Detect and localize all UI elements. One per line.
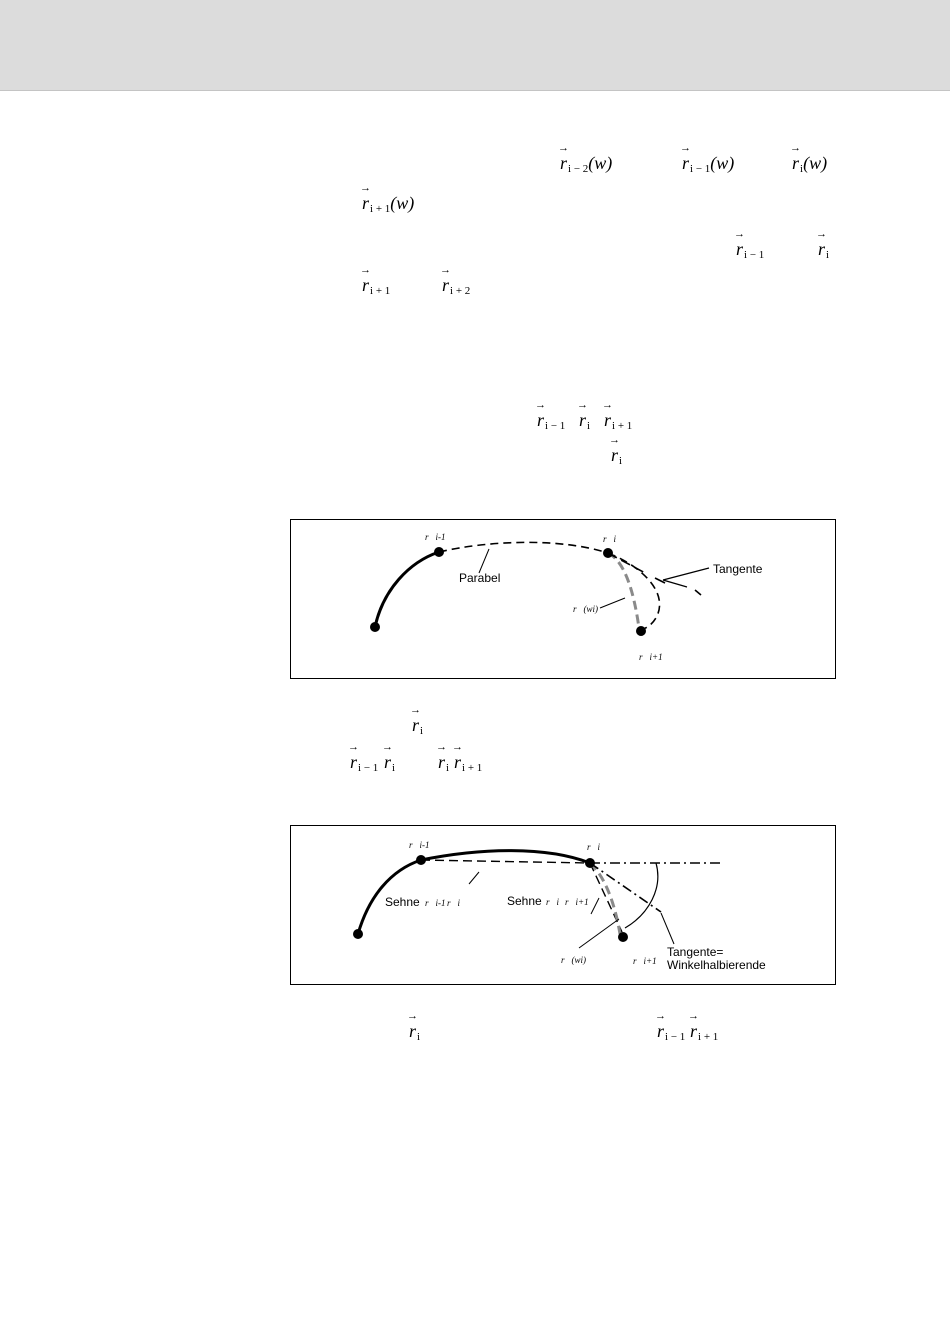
label-point-r-i-minus-1: r⃗i-1 [409, 840, 430, 850]
interp-pointer-line [600, 598, 625, 608]
figure-parabola-svg [291, 520, 837, 680]
label-sehne-1: Sehne [385, 895, 420, 909]
point-r-i-plus-1 [636, 626, 646, 636]
label-point-r-i-plus-1: r⃗i+1 [633, 956, 657, 966]
sehne2-pointer-line [591, 898, 599, 914]
formula-r-i-plus-1: → $r_{i + 1}$ [362, 276, 390, 297]
label-sehne2-a: r⃗i [546, 897, 560, 907]
tangent-bisector-line [590, 863, 661, 912]
label-parabel: Parabel [459, 571, 501, 585]
formula-r-i: → $r_i$ [579, 411, 590, 432]
formula-r-i-plus-1: → $r_{i + 1}$ [604, 411, 632, 432]
formula-r-i-plus-1-w: → $r_{i + 1}(w)$ [362, 194, 414, 215]
chord-r-i-r-i-plus-1 [590, 863, 622, 932]
angle-arc [625, 863, 658, 928]
point-r-i-minus-1 [416, 855, 426, 865]
formula-r-i-minus-1: → $r_{i - 1}$ [736, 240, 764, 261]
label-tangente-line1: Tangente= [667, 945, 724, 959]
interpolated-curve-gray [608, 553, 639, 628]
formula-r-i-plus-1: → $r_{i + 1}$ [454, 753, 482, 774]
formula-r-i-w: → $r_i(w)$ [792, 154, 827, 175]
parabola-dashed [439, 542, 608, 553]
page-header-bar [0, 0, 950, 91]
point-r-i-plus-1 [618, 932, 628, 942]
interp-pointer-line [579, 919, 619, 948]
label-tangente-line2: Winkelhalbierende [667, 958, 766, 972]
label-sehne1-b: r⃗i [447, 898, 461, 908]
point-start [370, 622, 380, 632]
formula-r-i: → $r_i$ [611, 446, 622, 467]
label-interpolated-r-wi: r⃗(wi) [561, 955, 587, 965]
formula-r-i-minus-1-w: → $r_{i - 1}(w)$ [682, 154, 734, 175]
label-point-r-i: r⃗i [587, 842, 601, 852]
formula-r-i-minus-1: → $r_{i - 1}$ [537, 411, 565, 432]
tangent-line-part-1 [608, 553, 647, 574]
label-point-r-i-minus-1: r⃗i-1 [425, 532, 446, 542]
figure-parabola-tangent [290, 519, 836, 679]
formula-r-i: → $r_i$ [409, 1022, 420, 1043]
label-tangente: Tangente [713, 562, 763, 576]
formula-r-i: → $r_i$ [438, 753, 449, 774]
label-interpolated-r-wi: r⃗(wi) [573, 604, 599, 614]
interpolated-curve-gray [590, 863, 620, 934]
chord-r-i-minus-1-r-i [421, 860, 590, 863]
curve-solid-start [375, 552, 439, 627]
figure-angle-bisector-tangent [290, 825, 836, 985]
sehne1-pointer-line [469, 872, 479, 884]
point-r-i-minus-1 [434, 547, 444, 557]
figure-bisector-svg [291, 826, 837, 986]
formula-r-i: → $r_i$ [384, 753, 395, 774]
formula-r-i: → $r_i$ [412, 716, 423, 737]
formula-r-i-minus-1: → $r_{i - 1}$ [350, 753, 378, 774]
parabola-dashed-end [608, 553, 660, 630]
formula-r-i: → $r_i$ [818, 240, 829, 261]
formula-r-i-minus-2-w: → $r_{i - 2}(w)$ [560, 154, 612, 175]
tangente-pointer-line [661, 913, 674, 944]
formula-r-i-plus-1: → $r_{i + 1}$ [690, 1022, 718, 1043]
tangente-pointer-line-2 [663, 580, 687, 587]
formula-r-i-minus-1: → $r_{i - 1}$ [657, 1022, 685, 1043]
label-point-r-i: r⃗i [603, 534, 617, 544]
point-r-i [603, 548, 613, 558]
label-sehne2-b: r⃗i+1 [565, 897, 589, 907]
label-point-r-i-plus-1: r⃗i+1 [639, 652, 663, 662]
point-start [353, 929, 363, 939]
label-sehne-2: Sehne [507, 894, 542, 908]
tangent-line-part-3 [695, 590, 701, 595]
formula-r-i-plus-2: → $r_{i + 2}$ [442, 276, 470, 297]
point-r-i [585, 858, 595, 868]
label-sehne1-a: r⃗i-1 [425, 898, 446, 908]
parabel-pointer-line [479, 549, 489, 573]
tangente-pointer-line [663, 568, 709, 580]
